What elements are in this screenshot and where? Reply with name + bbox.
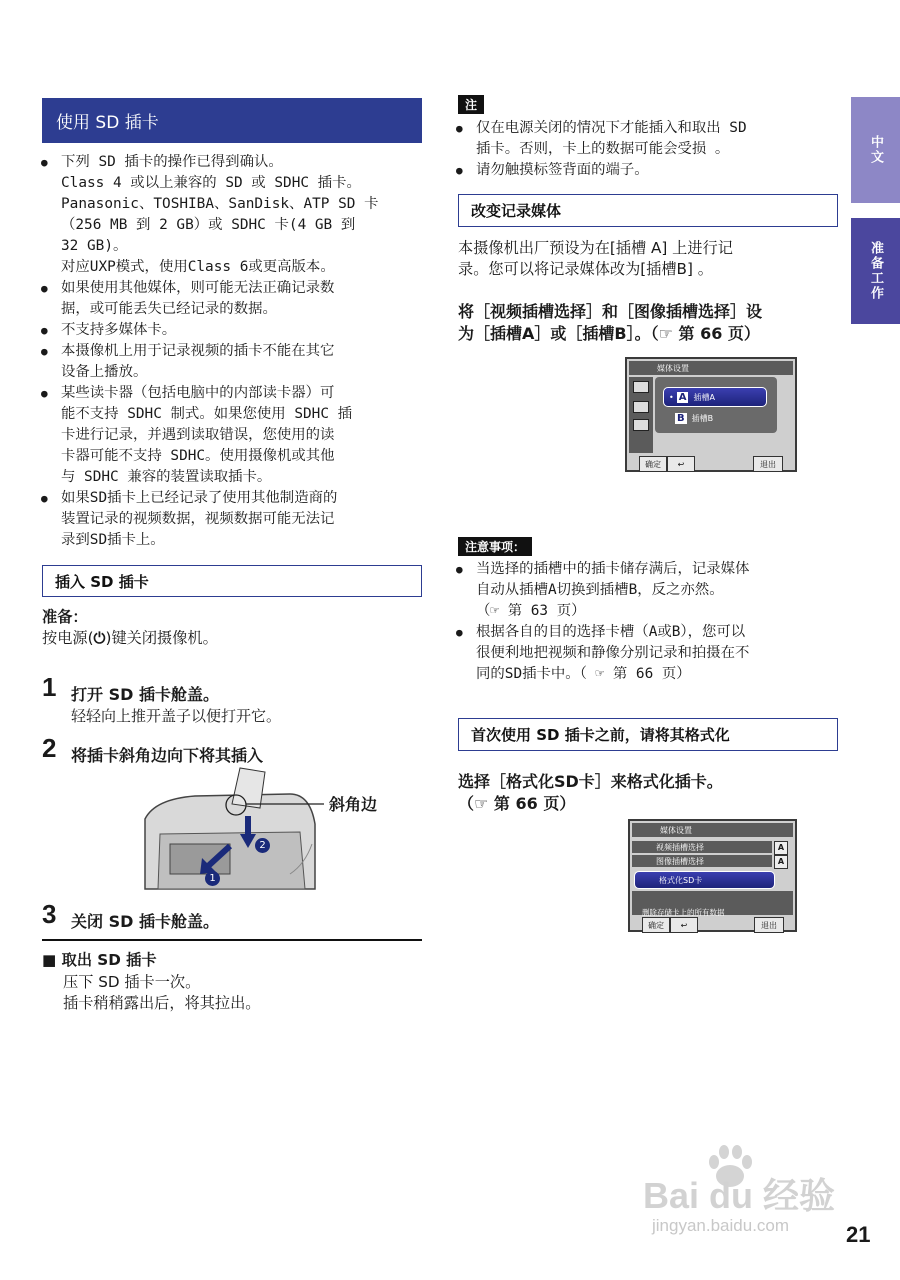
prep-label: 准备： — [42, 608, 88, 626]
list-item: ● 如果使用其他媒体，则可能无法正确记录数 — [41, 278, 431, 299]
bevel-edge-callout: 斜角边 — [329, 795, 378, 814]
option-slot-b[interactable] — [663, 409, 765, 427]
format-hint: 删除存储卡上的所有数据 — [642, 908, 725, 917]
list-item: 录到SD插卡上。 — [61, 532, 165, 548]
list-item: 自动从插槽A切换到插槽B，反之亦然。 — [476, 582, 724, 598]
side-tab-chinese-label: 中文 — [868, 135, 883, 165]
list-item: 插卡。否则，卡上的数据可能会受损 。 — [476, 141, 730, 157]
slot-b-letter: B — [677, 412, 685, 424]
camera-icon — [633, 381, 649, 393]
row-format-sd[interactable] — [634, 871, 775, 889]
step-mark-2 — [255, 838, 270, 853]
section-header-insert-sd — [42, 565, 422, 597]
page-number: 21 — [846, 1222, 871, 1247]
list-item: 很便利地把视频和静像分别记录和拍摄在不 — [476, 645, 750, 661]
step-2-number: 2 — [42, 733, 57, 763]
list-item: 能不支持 SDHC 制式。如果您使用 SDHC 插 — [61, 406, 353, 422]
sd-insert-illustration — [140, 764, 380, 894]
back-button[interactable]: ↩ — [667, 456, 695, 472]
row-video-slot[interactable] — [632, 841, 772, 853]
list-item: ● 某些读卡器（包括电脑中的内部读卡器）可 — [41, 383, 431, 404]
list-item: 设备上播放。 — [61, 364, 148, 380]
sd-card-notes-list — [41, 152, 431, 551]
list-item: ● 根据各自的目的选择卡槽（A或B），您可以 — [456, 622, 836, 643]
prep-text — [42, 628, 218, 649]
list-item: 对应UXP模式，使用Class 6或更高版本。 — [61, 259, 335, 275]
media-settings-screen-2 — [628, 819, 797, 932]
caution-list — [456, 559, 836, 685]
screen-title-bar — [629, 361, 793, 375]
caution-label: 注意事项： — [458, 537, 532, 556]
change-media-instruction: 将［视频插槽选择］和［图像插槽选择］设 — [458, 302, 763, 321]
list-item: 与 SDHC 兼容的装置读取插卡。 — [61, 469, 272, 485]
remove-sd-line: 插卡稍稍露出后，将其拉出。 — [63, 994, 261, 1012]
section-header-format — [458, 718, 838, 751]
row-image-slot-value: A — [774, 855, 788, 869]
list-item: ● 下列 SD 插卡的操作已得到确认。 — [41, 152, 431, 173]
side-tab-preparation-label: 准备工作 — [868, 241, 883, 301]
exit-button[interactable]: 退出 — [754, 917, 784, 933]
remove-sd-title: ■ 取出 SD 插卡 — [42, 951, 157, 969]
list-item: ● 请勿触摸标签背面的端子。 — [456, 160, 836, 181]
ok-button[interactable]: 确定 — [642, 917, 670, 933]
format-instruction: （☞ 第 66 页） — [458, 794, 576, 813]
note-label: 注 — [458, 95, 484, 114]
step-mark-1-label: 1 — [209, 873, 216, 884]
list-item: ● 如果SD插卡上已经记录了使用其他制造商的 — [41, 488, 431, 509]
back-button[interactable]: ↩ — [670, 917, 698, 933]
slot-a-letter: A — [678, 391, 687, 403]
step-mark-1 — [205, 871, 220, 886]
list-item: 卡进行记录，并遇到读取错误，您使用的读 — [61, 427, 335, 443]
change-media-body: 本摄像机出厂预设为在[插槽 A] 上进行记 — [458, 239, 733, 257]
format-instruction: 选择［格式化SD卡］来格式化插卡。 — [458, 772, 723, 791]
section-title: 首次使用 SD 插卡之前，请将其格式化 — [471, 726, 730, 744]
row-label: 视频插槽选择 — [656, 842, 704, 852]
row-label: 格式化SD卡 — [659, 875, 703, 885]
side-tab-preparation — [851, 218, 900, 324]
option-slot-a[interactable] — [663, 387, 767, 407]
change-media-instruction: 为［插槽A］或［插槽B］。（☞ 第 66 页） — [458, 324, 760, 343]
change-media-body: 录。您可以将记录媒体改为[插槽B] 。 — [458, 260, 713, 278]
prep-text-b: )键关闭摄像机。 — [105, 629, 218, 647]
section-title: 改变记录媒体 — [471, 202, 562, 220]
list-item: 卡器可能不支持 SDHC。使用摄像机或其他 — [61, 448, 335, 464]
remove-sd-line: 压下 SD 插卡一次。 — [63, 973, 201, 991]
step-2-title: 将插卡斜角边向下将其插入 — [71, 746, 264, 765]
prep-text-a: 按电源( — [42, 629, 94, 647]
media-icon — [633, 419, 649, 431]
list-item: Class 4 或以上兼容的 SD 或 SDHC 插卡。 — [61, 175, 361, 191]
ok-button[interactable]: 确定 — [639, 456, 667, 472]
list-item: ● 不支持多媒体卡。 — [41, 320, 431, 341]
step-3-number: 3 — [42, 899, 57, 929]
step-1-number: 1 — [42, 672, 57, 702]
list-item: Panasonic、TOSHIBA、SanDisk、ATP SD 卡 — [61, 196, 379, 212]
row-image-slot[interactable] — [632, 855, 772, 867]
slot-a-label: 插槽A — [693, 392, 715, 402]
slot-b-label: 插槽B — [691, 413, 714, 423]
list-item: ● 本摄像机上用于记录视频的插卡不能在其它 — [41, 341, 431, 362]
screen-title: 媒体设置 — [657, 363, 689, 373]
step-3-title: 关闭 SD 插卡舱盖。 — [71, 912, 219, 931]
section-title: 使用 SD 插卡 — [56, 113, 159, 133]
list-item: 32 GB)。 — [61, 238, 128, 254]
media-settings-screen-1 — [625, 357, 797, 472]
exit-button[interactable]: 退出 — [753, 456, 783, 472]
section-title: 插入 SD 插卡 — [55, 572, 149, 591]
list-item: 同的SD插卡中。（ ☞ 第 66 页） — [476, 666, 691, 682]
watermark-url: jingyan.baidu.com — [652, 1216, 790, 1235]
screen-title-bar — [632, 823, 793, 837]
list-item: ● 当选择的插槽中的插卡储存满后，记录媒体 — [456, 559, 836, 580]
list-item: ● 仅在电源关闭的情况下才能插入和取出 SD — [456, 118, 836, 139]
list-item: （256 MB 到 2 GB）或 SDHC 卡(4 GB 到 — [61, 217, 356, 233]
row-label: 图像插槽选择 — [656, 856, 704, 866]
list-item: 据，或可能丢失已经记录的数据。 — [61, 301, 277, 317]
power-icon: ⏻ — [93, 629, 106, 647]
step-1-title: 打开 SD 插卡舱盖。 — [71, 685, 219, 704]
section-header-change-media — [458, 194, 838, 227]
card-icon — [633, 401, 649, 413]
screen-title: 媒体设置 — [660, 825, 692, 835]
selected-dot-icon: • — [669, 392, 674, 402]
step-1-sub: 轻轻向上推开盖子以便打开它。 — [71, 707, 282, 725]
divider — [42, 939, 422, 941]
note-list — [456, 118, 836, 181]
list-item: （☞ 第 63 页） — [476, 603, 586, 619]
list-item: 装置记录的视频数据，视频数据可能无法记 — [61, 511, 335, 527]
section-header-use-sd — [42, 98, 422, 143]
watermark-brand: Bai du 经验 — [643, 1175, 836, 1216]
side-tab-chinese — [851, 97, 900, 203]
step-mark-2-label: 2 — [259, 840, 266, 851]
row-video-slot-value: A — [774, 841, 788, 855]
